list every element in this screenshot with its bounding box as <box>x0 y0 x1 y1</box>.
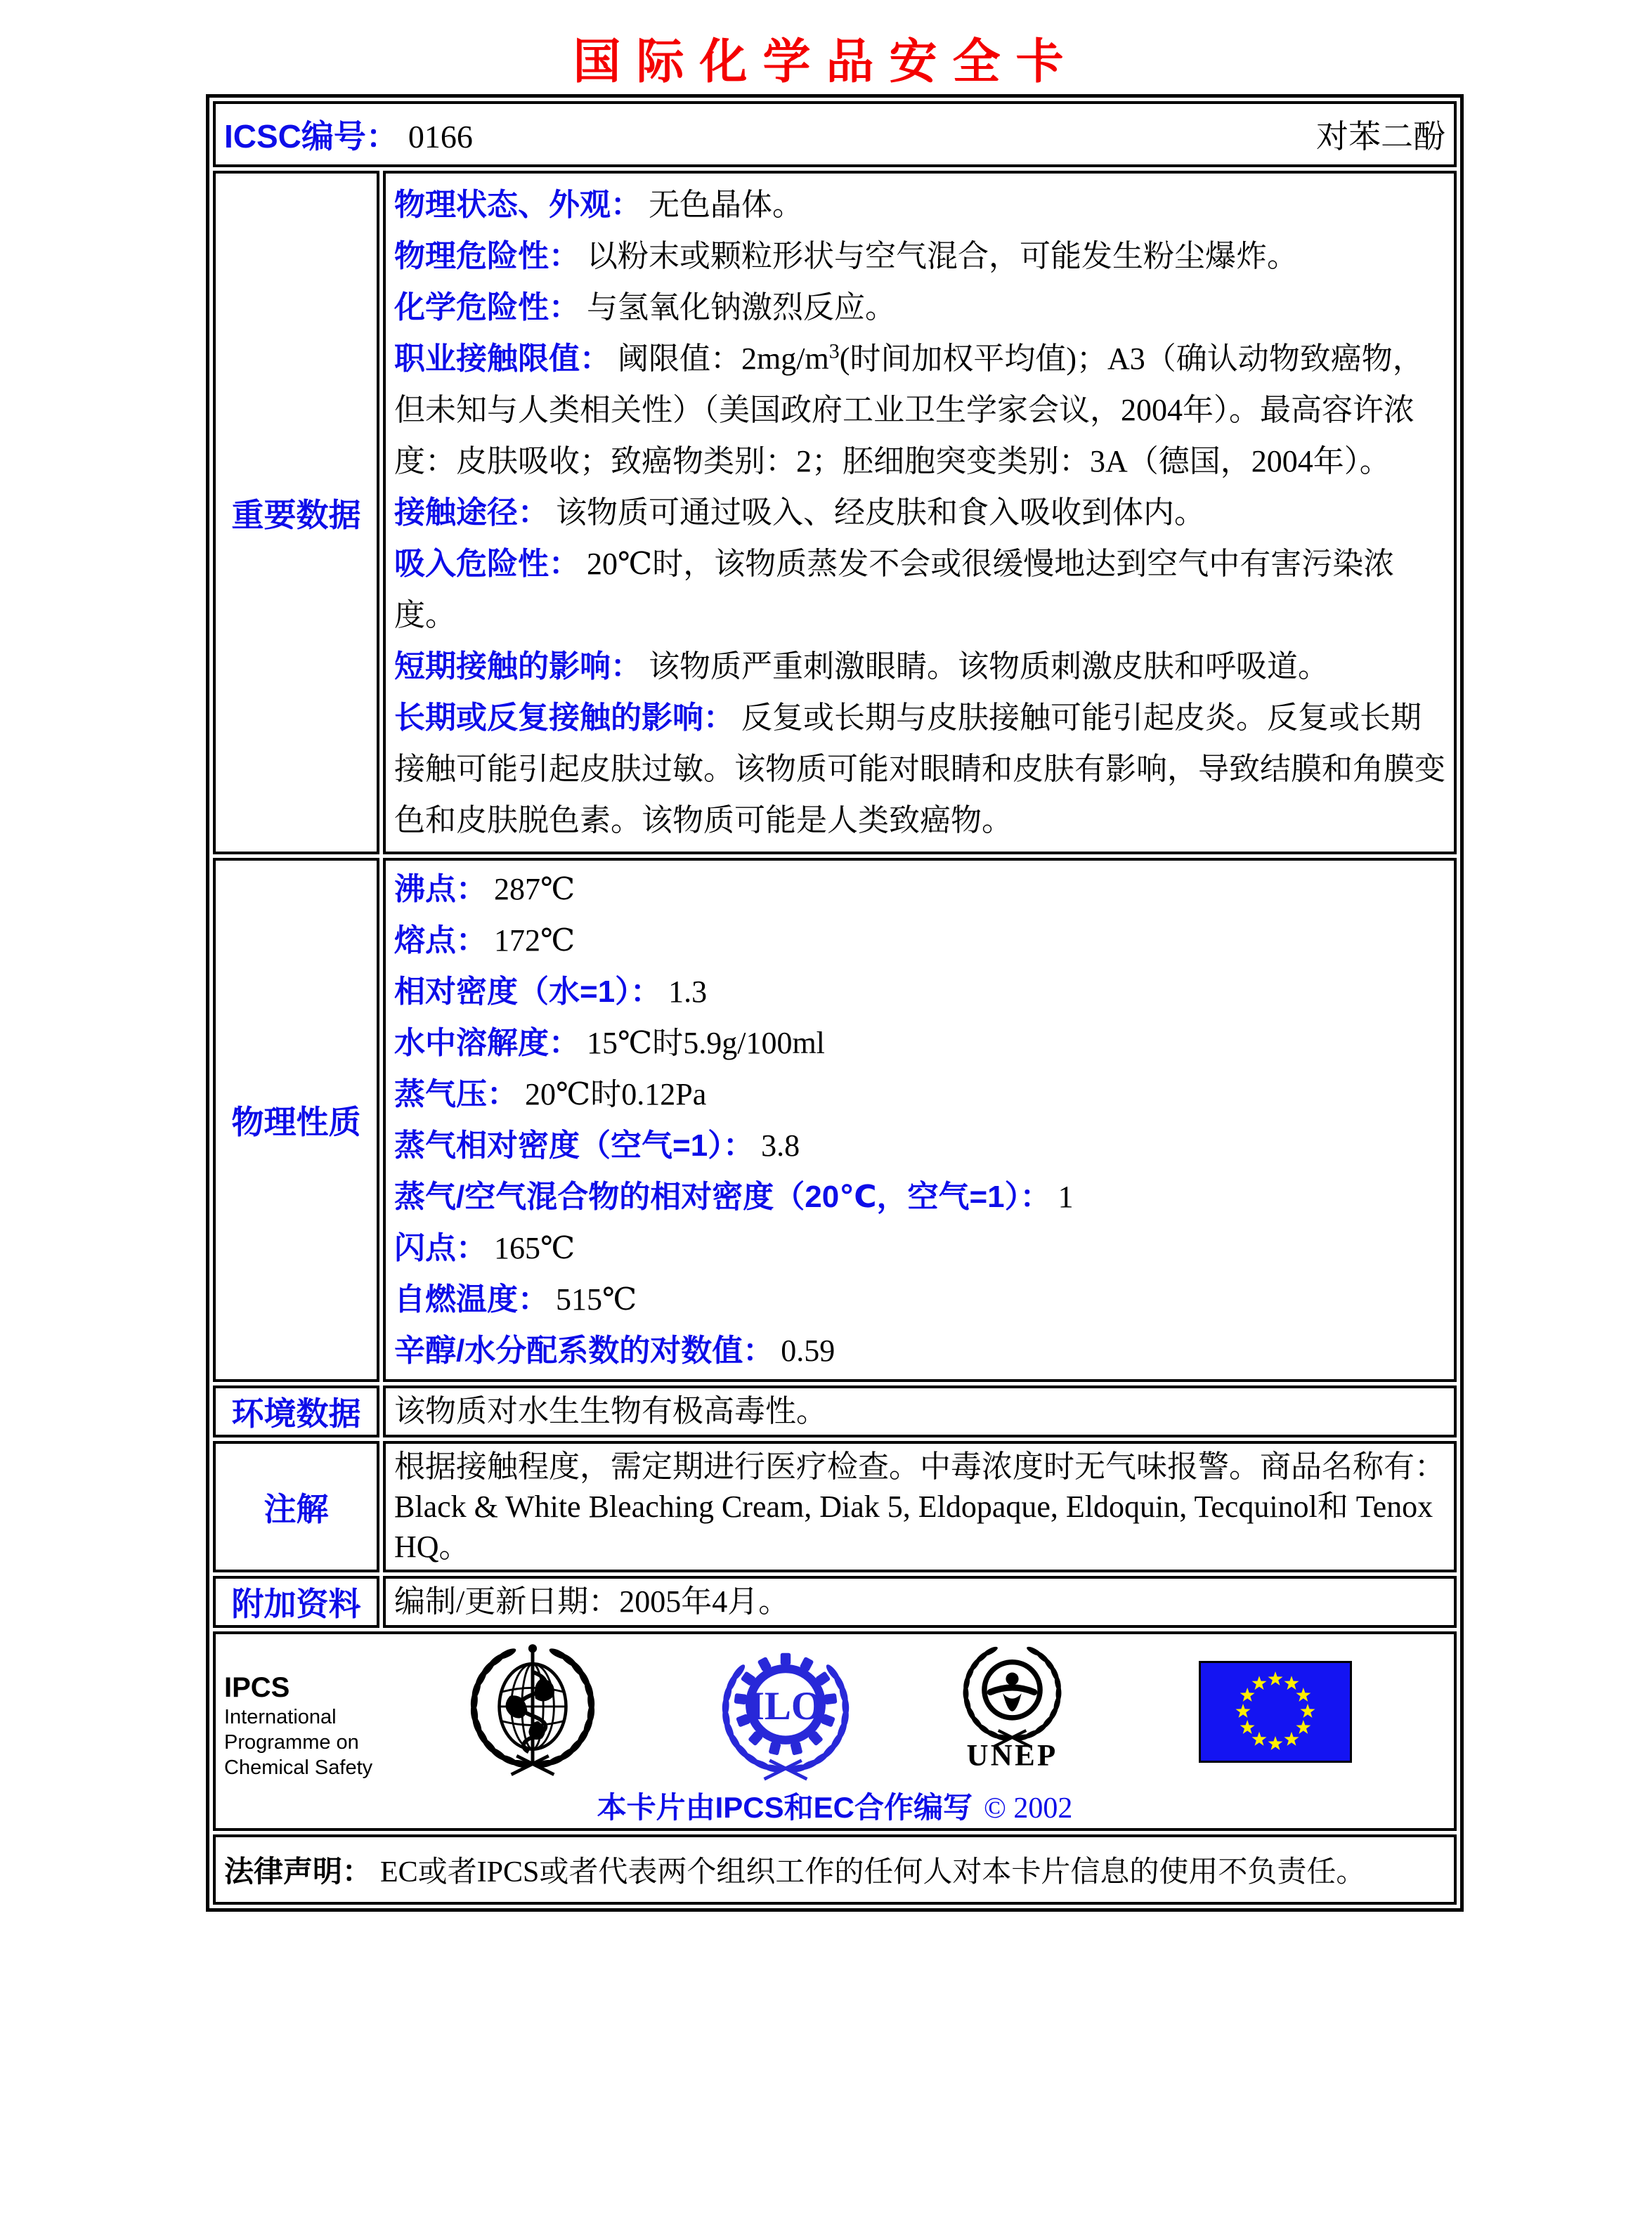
field-value: 阈限值：$2mg/m^3$(时间加权平均值)；A3（确认动物致癌物，但未知与人类相关性）（美国政府工业卫生学家会议，2004年）。最高容许浓度：皮肤吸收；致癌物类别：2；胚细胞突变类别：3A（德国，2004年）。 <box>394 339 1424 478</box>
data-paragraph <box>394 1069 1445 1120</box>
data-paragraph <box>394 1222 1445 1274</box>
environmental-data-text: 该物质对水生生物有极高毒性。 <box>394 1394 827 1428</box>
data-paragraph <box>394 282 1445 333</box>
copyright-year: © 2002 <box>983 1792 1073 1825</box>
unep-logo-icon <box>954 1638 1070 1776</box>
field-value: 287℃ <box>494 872 575 906</box>
field-value: 无色晶体。 <box>649 188 803 222</box>
field-value: 15℃时5.9g/100ml <box>587 1026 825 1060</box>
icsc-number-value: 0166 <box>408 119 473 155</box>
data-paragraph <box>394 179 1445 230</box>
row-important-data <box>213 171 1457 854</box>
who-logo-icon <box>466 1640 599 1797</box>
field-value: 该物质严重刺激眼睛。该物质刺激皮肤和呼吸道。 <box>649 649 1329 684</box>
field-label: 职业接触限值： <box>394 341 611 376</box>
ipcs-acronym: IPCS <box>224 1672 290 1703</box>
field-value: 165℃ <box>494 1231 575 1265</box>
field-value: 20℃时0.12Pa <box>525 1077 707 1111</box>
data-paragraph <box>394 1017 1445 1069</box>
field-value: 3.8 <box>761 1128 800 1163</box>
physical-properties-content-cell <box>383 858 1457 1382</box>
data-paragraph <box>394 538 1445 641</box>
row-physical-properties <box>213 858 1457 1382</box>
environmental-data-label-cell <box>213 1385 379 1437</box>
row-legal-notice <box>213 1834 1457 1905</box>
ipcs-line-3: Chemical Safety <box>224 1756 373 1779</box>
notes-text: 根据接触程度，需定期进行医疗检查。中毒浓度时无气味报警。商品名称有：Black & White Bleaching Cream, Diak 5, Eldopaque, Eldoquin, Tecquinol和 Tenox HQ。 <box>394 1449 1445 1564</box>
important-data-paragraphs <box>394 176 1445 849</box>
notes-label-cell <box>213 1441 379 1572</box>
eu-flag-icon <box>1199 1661 1352 1763</box>
data-paragraph <box>394 966 1445 1017</box>
data-paragraph <box>394 333 1445 487</box>
field-label: 蒸气/空气混合物的相对密度（20℃，空气=1）： <box>394 1180 1051 1214</box>
data-paragraph <box>394 1274 1445 1325</box>
ipcs-text-block <box>224 1671 372 1780</box>
legal-notice-text: EC或者IPCS或者代表两个组织工作的任何人对本卡片信息的使用不负责任。 <box>380 1856 1366 1889</box>
page-title: 国际化学品安全卡 <box>573 35 1079 89</box>
environmental-data-content-cell <box>383 1385 1457 1437</box>
icsc-card-table <box>206 94 1464 1912</box>
physical-properties-paragraphs <box>394 863 1445 1376</box>
additional-information-label-cell <box>213 1576 379 1628</box>
data-paragraph <box>394 1120 1445 1171</box>
legal-notice-cell <box>213 1834 1457 1905</box>
important-data-content-cell <box>383 171 1457 854</box>
field-label: 物理危险性： <box>394 239 580 273</box>
additional-information-text: 编制/更新日期：2005年4月。 <box>394 1584 790 1619</box>
field-label: 蒸气相对密度（空气=1）： <box>394 1128 755 1163</box>
row-additional-information <box>213 1576 1457 1628</box>
row-notes <box>213 1441 1457 1572</box>
ilo-logo-text: ILO <box>748 1683 823 1728</box>
field-value: 该物质可通过吸入、经皮肤和食入吸收到体内。 <box>556 495 1205 530</box>
data-paragraph <box>394 692 1445 846</box>
additional-information-label: 附加资料 <box>231 1586 361 1622</box>
field-label: 蒸气压： <box>394 1077 518 1111</box>
row-organization-logos <box>213 1631 1457 1831</box>
ipcs-line-1: International <box>224 1706 337 1728</box>
legal-notice-label: 法律声明： <box>224 1855 372 1888</box>
data-paragraph <box>394 1325 1445 1376</box>
field-value: 以粉末或颗粒形状与空气混合，可能发生粉尘爆炸。 <box>587 239 1298 273</box>
field-value: 515℃ <box>556 1282 637 1317</box>
logos-cell <box>213 1631 1457 1831</box>
field-value: 20℃时，该物质蒸发不会或很缓慢地达到空气中有害污染浓度。 <box>394 547 1395 632</box>
field-label: 接触途径： <box>394 495 549 530</box>
field-value: 反复或长期与皮肤接触可能引起皮炎。反复或长期接触可能引起皮肤过敏。该物质可能对眼睛和皮肤有影响，导致结膜和角膜变色和皮肤脱色素。该物质可能是人类致癌物。 <box>394 700 1445 837</box>
environmental-data-label: 环境数据 <box>231 1395 361 1432</box>
field-label: 相对密度（水=1）： <box>394 974 662 1009</box>
field-value: 172℃ <box>494 923 575 958</box>
field-label: 短期接触的影响： <box>394 649 642 684</box>
unep-logo-text: UNEP <box>966 1739 1058 1773</box>
important-data-label-cell <box>213 171 379 854</box>
field-label: 物理状态、外观： <box>394 188 642 222</box>
field-label: 水中溶解度： <box>394 1026 580 1060</box>
row-environmental-data <box>213 1385 1457 1437</box>
chemical-name: 对苯二酚 <box>1316 119 1445 155</box>
field-value: 1 <box>1058 1180 1074 1214</box>
cooperation-caption-text: 本卡片由IPCS和EC合作编写 <box>597 1791 973 1824</box>
field-label: 熔点： <box>394 923 487 958</box>
field-label: 辛醇/水分配系数的对数值： <box>394 1334 774 1368</box>
field-label: 自燃温度： <box>394 1282 549 1317</box>
icsc-number-group <box>224 111 473 157</box>
field-value: 0.59 <box>781 1334 835 1368</box>
notes-content-cell <box>383 1441 1457 1572</box>
cooperation-caption <box>223 1785 1447 1827</box>
field-label: 吸入危险性： <box>394 547 580 581</box>
data-paragraph <box>394 641 1445 692</box>
field-label: 沸点： <box>394 872 487 906</box>
field-value: 与氢氧化钠激烈反应。 <box>587 290 896 325</box>
field-label: 化学危险性： <box>394 290 580 325</box>
field-label: 长期或反复接触的影响： <box>394 700 734 735</box>
header-cell <box>213 101 1457 167</box>
data-paragraph <box>394 863 1445 915</box>
data-paragraph <box>394 915 1445 966</box>
field-value: 1.3 <box>668 974 708 1009</box>
physical-properties-label-cell <box>213 858 379 1382</box>
header-row <box>213 101 1457 167</box>
data-paragraph <box>394 1171 1445 1222</box>
data-paragraph <box>394 230 1445 282</box>
notes-label: 注解 <box>264 1490 329 1527</box>
ipcs-line-2: Programme on <box>224 1731 359 1754</box>
icsc-number-label: ICSC编号： <box>224 118 398 155</box>
physical-properties-label: 物理性质 <box>231 1104 361 1140</box>
data-paragraph <box>394 487 1445 538</box>
ilo-logo-icon <box>719 1645 852 1786</box>
additional-information-content-cell <box>383 1576 1457 1628</box>
field-label: 闪点： <box>394 1231 487 1265</box>
important-data-label: 重要数据 <box>231 496 361 533</box>
